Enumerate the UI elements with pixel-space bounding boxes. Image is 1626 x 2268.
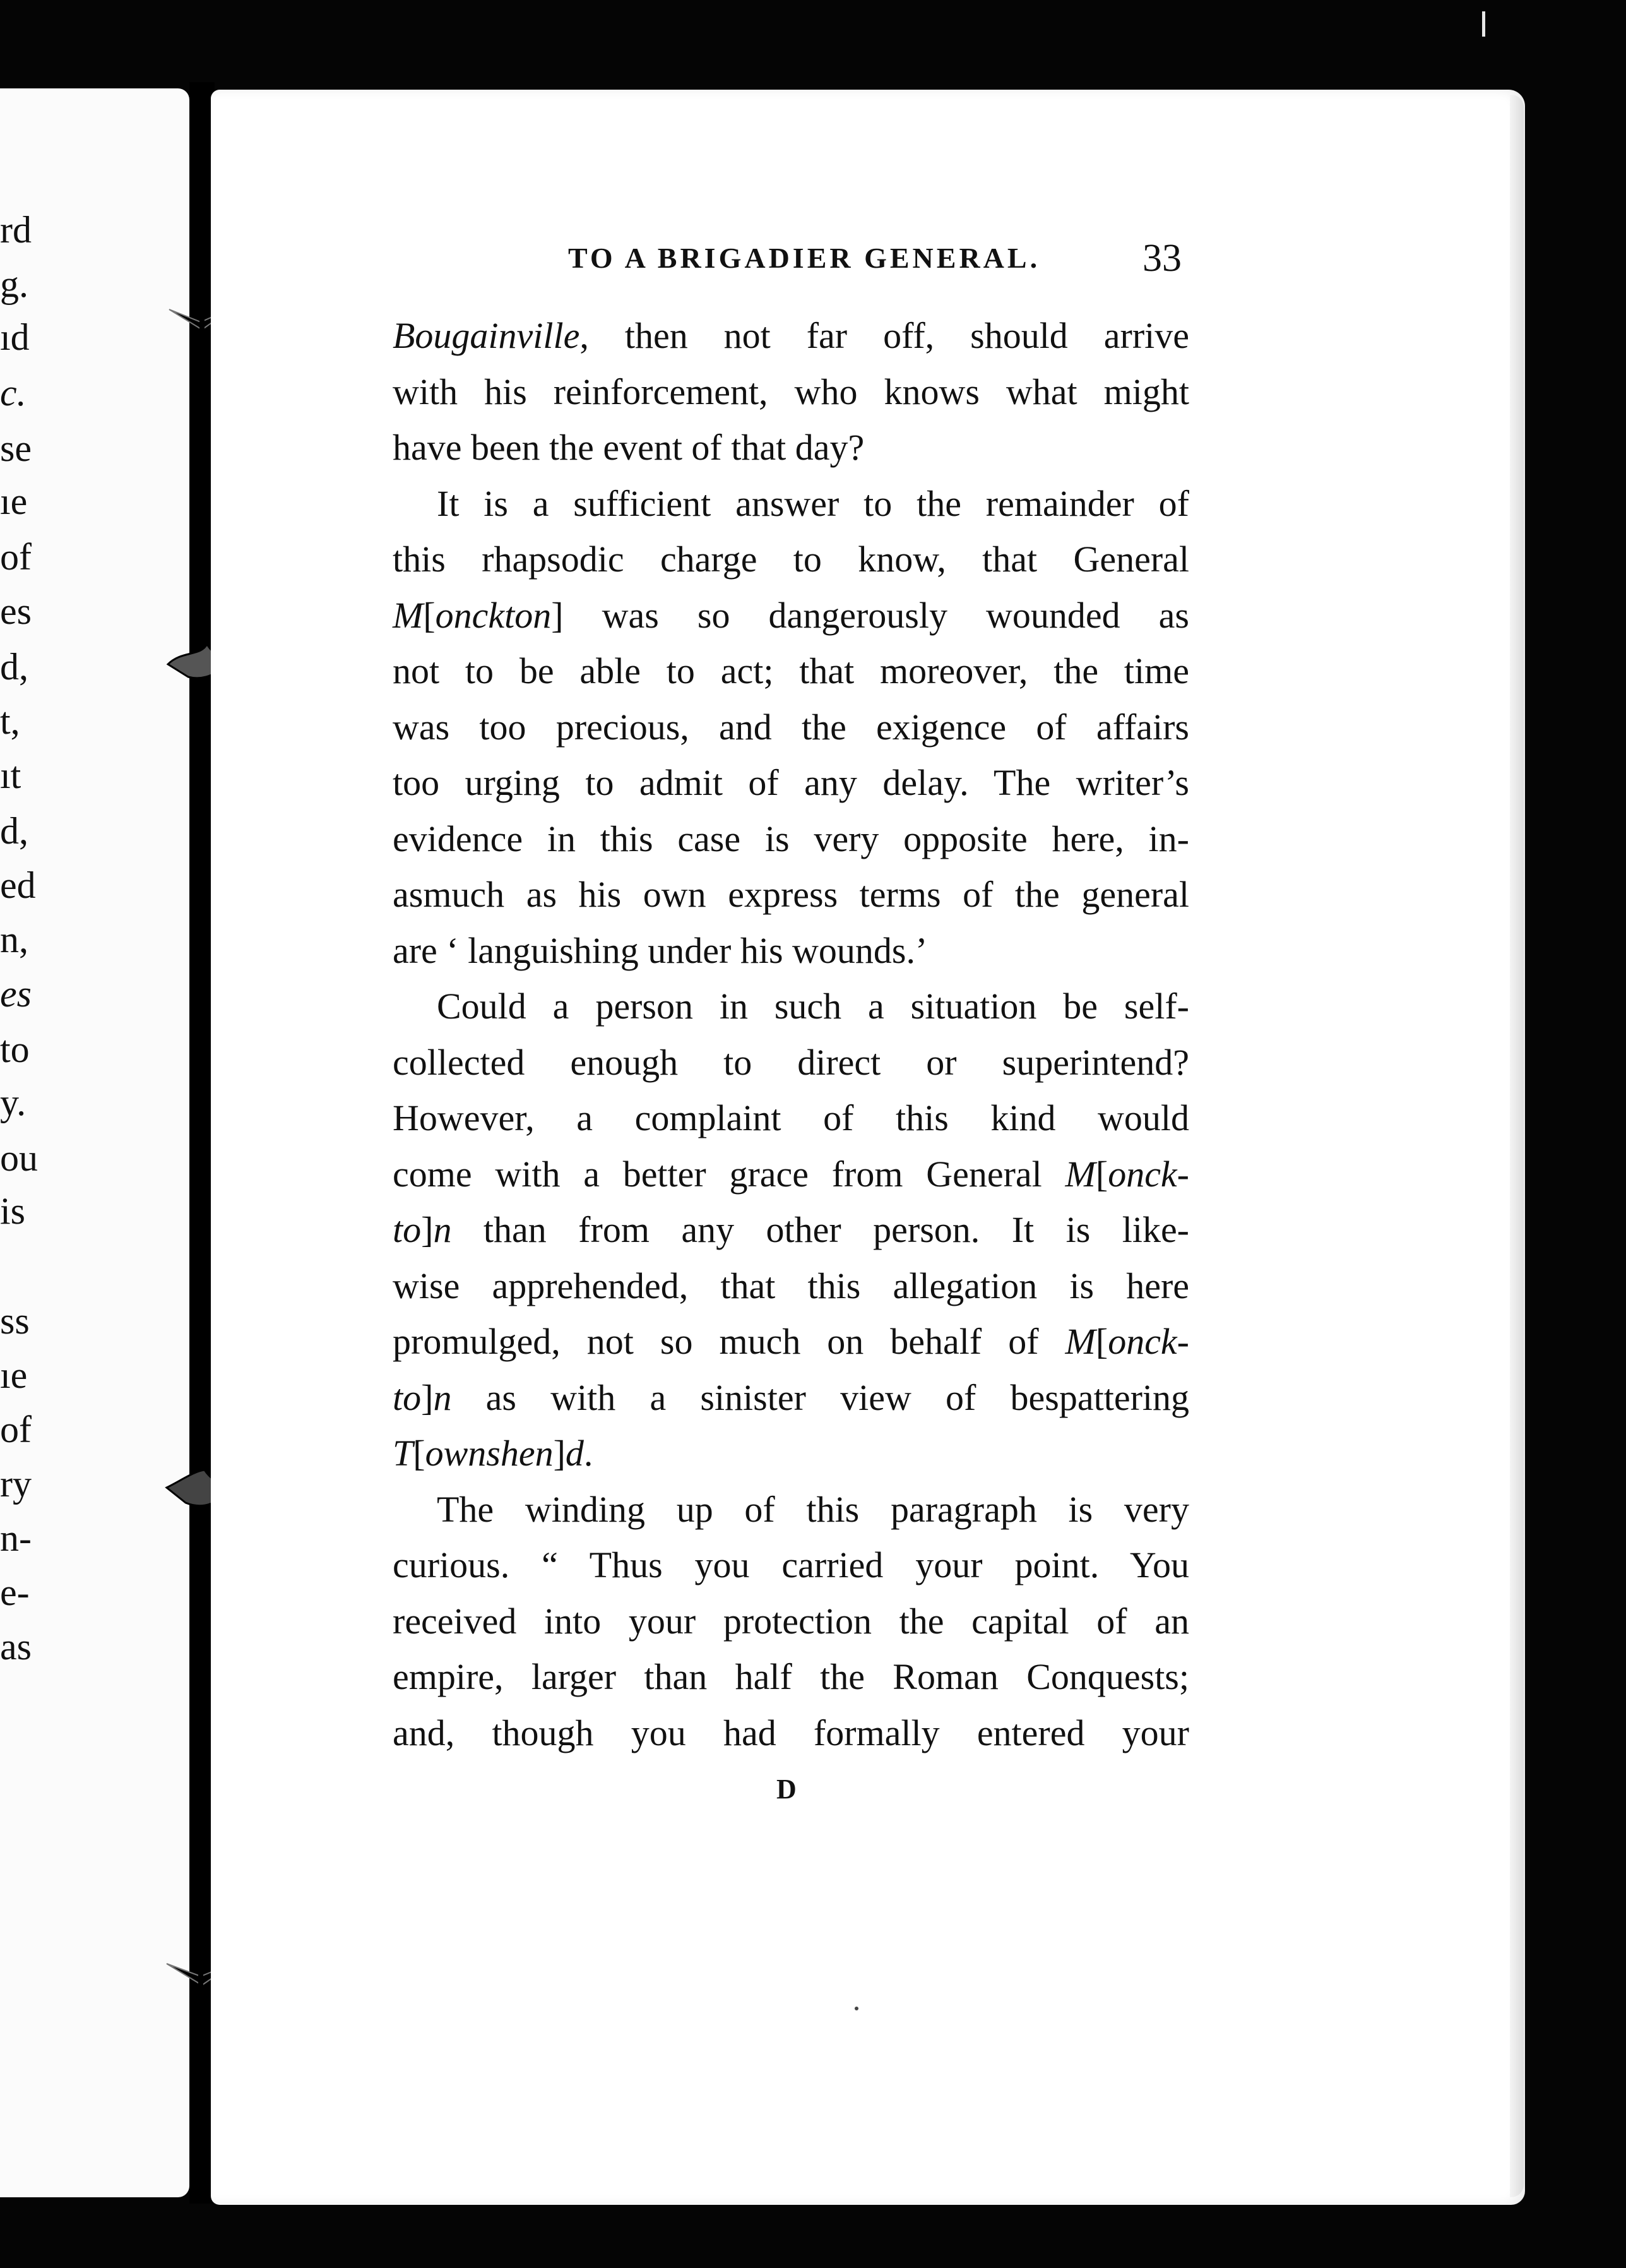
previous-page-fragment: ıd xyxy=(0,316,30,358)
previous-page-fragment: y. xyxy=(0,1082,27,1123)
previous-page-fragment: c. xyxy=(0,372,27,414)
previous-page-fragment: of xyxy=(0,536,32,578)
text-line: asmuch as his own express terms of the general xyxy=(393,874,1189,915)
previous-page-fragment: ou xyxy=(0,1137,38,1179)
text-line: received into your protection the capital of an xyxy=(393,1600,1189,1642)
previous-page-fragment: d, xyxy=(0,646,28,688)
previous-page-fragment: ıt xyxy=(0,755,21,796)
paper-speck xyxy=(855,2007,858,2010)
text-line: and, though you had formally entered your xyxy=(393,1712,1189,1753)
text-line: have been the event of that day? xyxy=(393,427,865,468)
text-line: M[onckton] was so dangerously wounded as xyxy=(393,594,1189,636)
text-line: collected enough to direct or superintend? xyxy=(393,1041,1189,1083)
scan-mark xyxy=(1482,11,1485,37)
previous-page-fragment: to xyxy=(0,1029,30,1070)
signature-mark: D xyxy=(776,1774,797,1805)
previous-page-fragment: e- xyxy=(0,1572,30,1613)
text-line: empire, larger than half the Roman Conquests; xyxy=(393,1656,1189,1697)
text-line: However, a complaint of this kind would xyxy=(393,1097,1189,1138)
previous-page-fragment: ed xyxy=(0,864,36,906)
text-line: T[ownshen]d. xyxy=(393,1433,593,1474)
body-text xyxy=(393,308,1189,1761)
text-line: Could a person in such a situation be self- xyxy=(437,986,1189,1027)
page-edge-shadow xyxy=(1510,95,1524,2197)
text-line: come with a better grace from General M[onck- xyxy=(393,1153,1189,1195)
text-line: with his reinforcement, who knows what might xyxy=(393,371,1189,412)
text-line: to]n as with a sinister view of bespattering xyxy=(393,1376,1189,1418)
previous-page-fragment: ry xyxy=(0,1463,32,1505)
previous-page-fragment: t, xyxy=(0,700,20,742)
previous-page-fragment: d, xyxy=(0,810,28,852)
previous-page-fragment: ıe xyxy=(0,1354,28,1396)
running-head-title: TO A BRIGADIER GENERAL. xyxy=(568,242,1041,274)
text-line: It is a sufficient answer to the remainder of xyxy=(437,482,1189,524)
text-line: are ‘ languishing under his wounds.’ xyxy=(393,929,928,971)
previous-page-fragment: rd xyxy=(0,209,32,251)
page-number: 33 xyxy=(1142,237,1182,280)
previous-page-fragment: ss xyxy=(0,1300,30,1342)
text-line: not to be able to act; that moreover, the time xyxy=(393,650,1189,691)
previous-page-text-fragments xyxy=(0,88,189,2197)
previous-page-fragment: of xyxy=(0,1409,32,1450)
previous-page-fragment: n, xyxy=(0,919,28,960)
text-line: evidence in this case is very opposite here, in- xyxy=(393,818,1189,859)
previous-page-fragment: as xyxy=(0,1626,32,1668)
text-line: was too precious, and the exigence of affairs xyxy=(393,706,1189,748)
text-line: this rhapsodic charge to know, that General xyxy=(393,539,1189,580)
text-line: The winding up of this paragraph is very xyxy=(437,1488,1189,1530)
previous-page-fragment: ıe xyxy=(0,480,28,522)
text-line: promulged, not so much on behalf of M[onck- xyxy=(393,1321,1189,1362)
text-line: to]n than from any other person. It is like- xyxy=(393,1209,1189,1250)
previous-page-sliver xyxy=(0,88,189,2197)
text-line: wise apprehended, that this allegation is here xyxy=(393,1265,1189,1306)
previous-page-fragment: se xyxy=(0,427,32,469)
text-line: Bougainville, then not far off, should arrive xyxy=(393,315,1189,356)
previous-page-fragment: es xyxy=(0,590,32,632)
text-line: curious. “ Thus you carried your point. You xyxy=(393,1544,1189,1585)
previous-page-fragment: g. xyxy=(0,263,28,305)
previous-page-fragment: n- xyxy=(0,1517,32,1559)
previous-page-fragment: is xyxy=(0,1190,26,1232)
running-head xyxy=(0,236,1626,287)
previous-page-fragment: es xyxy=(0,973,32,1015)
text-line: too urging to admit of any delay. The writer’s xyxy=(393,762,1189,803)
